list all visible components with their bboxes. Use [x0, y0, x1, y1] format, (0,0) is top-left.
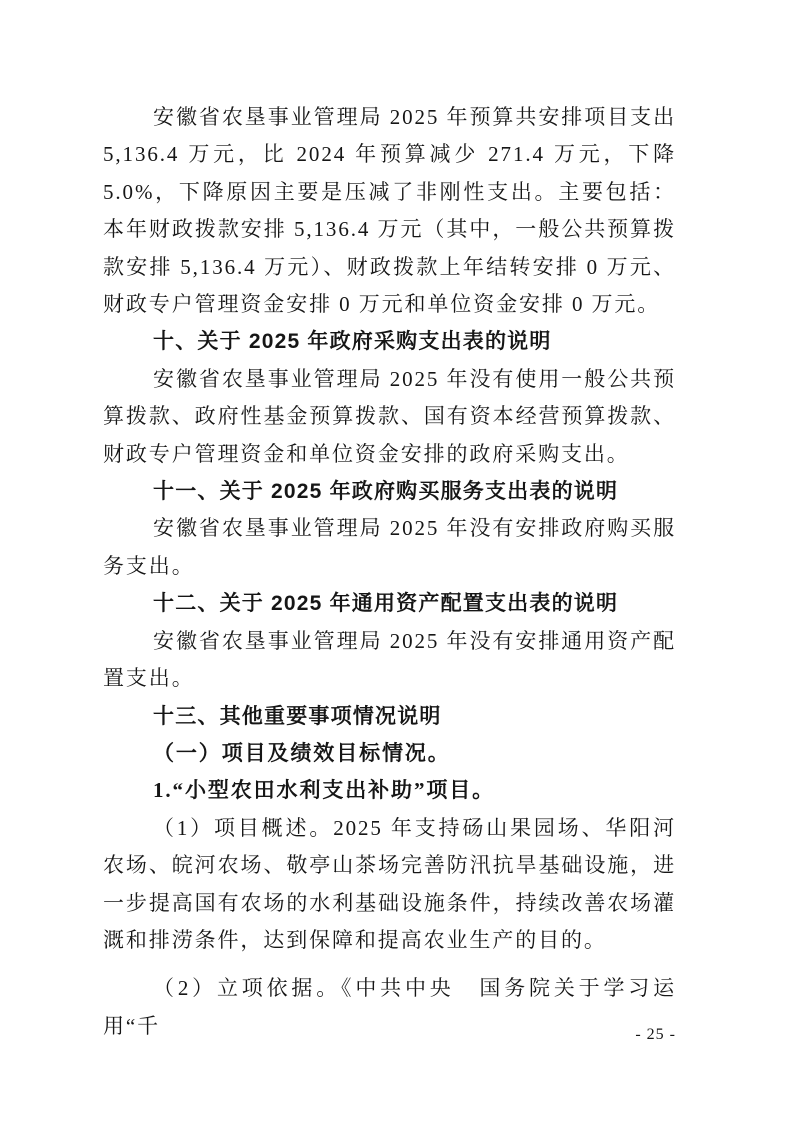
paragraph-section-12: 安徽省农垦事业管理局 2025 年没有安排通用资产配置支出。: [103, 628, 676, 691]
sub-heading-project-1: 1.“小型农田水利支出补助”项目。: [153, 778, 496, 803]
page-number: - 25 -: [635, 1026, 676, 1043]
section-heading-10: 十、关于 2025 年政府采购支出表的说明: [153, 330, 552, 354]
paragraph-budget-summary: 安徽省农垦事业管理局 2025 年预算共安排项目支出 5,136.4 万元，比 2024 年预算减少 271.4 万元，下降 5.0%，下降原因主要是压减了非刚性支出。主要包括：本年财政拨款安排 5,136.4 万元（其中，一般公共预算拨款安排 5,136.4 万元）、财政拨款上年结转安排 0 万元、财政专户管理资金安排 0 万元和单位资金安排 0 万元。: [103, 105, 676, 317]
paragraph-project-overview: （1）项目概述。2025 年支持砀山果园场、华阳河农场、皖河农场、敬亭山茶场完善防汛抗旱基础设施，进一步提高国有农场的水利基础设施条件，持续改善农场灌溉和排涝条件，达到保障和提高农业生产的目的。: [103, 815, 676, 952]
paragraph-section-10: 安徽省农垦事业管理局 2025 年没有使用一般公共预算拨款、政府性基金预算拨款、国有资本经营预算拨款、财政专户管理资金和单位资金安排的政府采购支出。: [103, 366, 676, 466]
document-body: [103, 99, 676, 1045]
sub-heading-item-1: （一）项目及绩效目标情况。: [153, 740, 451, 765]
paragraph-section-11: 安徽省农垦事业管理局 2025 年没有安排政府购买服务支出。: [103, 516, 676, 578]
section-heading-11: 十一、关于 2025 年政府购买服务支出表的说明: [153, 480, 619, 504]
paragraph-project-basis: （2）立项依据。《中共中央 国务院关于学习运用“千: [103, 976, 676, 1038]
section-heading-12: 十二、关于 2025 年通用资产配置支出表的说明: [153, 592, 619, 616]
section-heading-13: 十三、其他重要事项情况说明: [153, 704, 442, 728]
